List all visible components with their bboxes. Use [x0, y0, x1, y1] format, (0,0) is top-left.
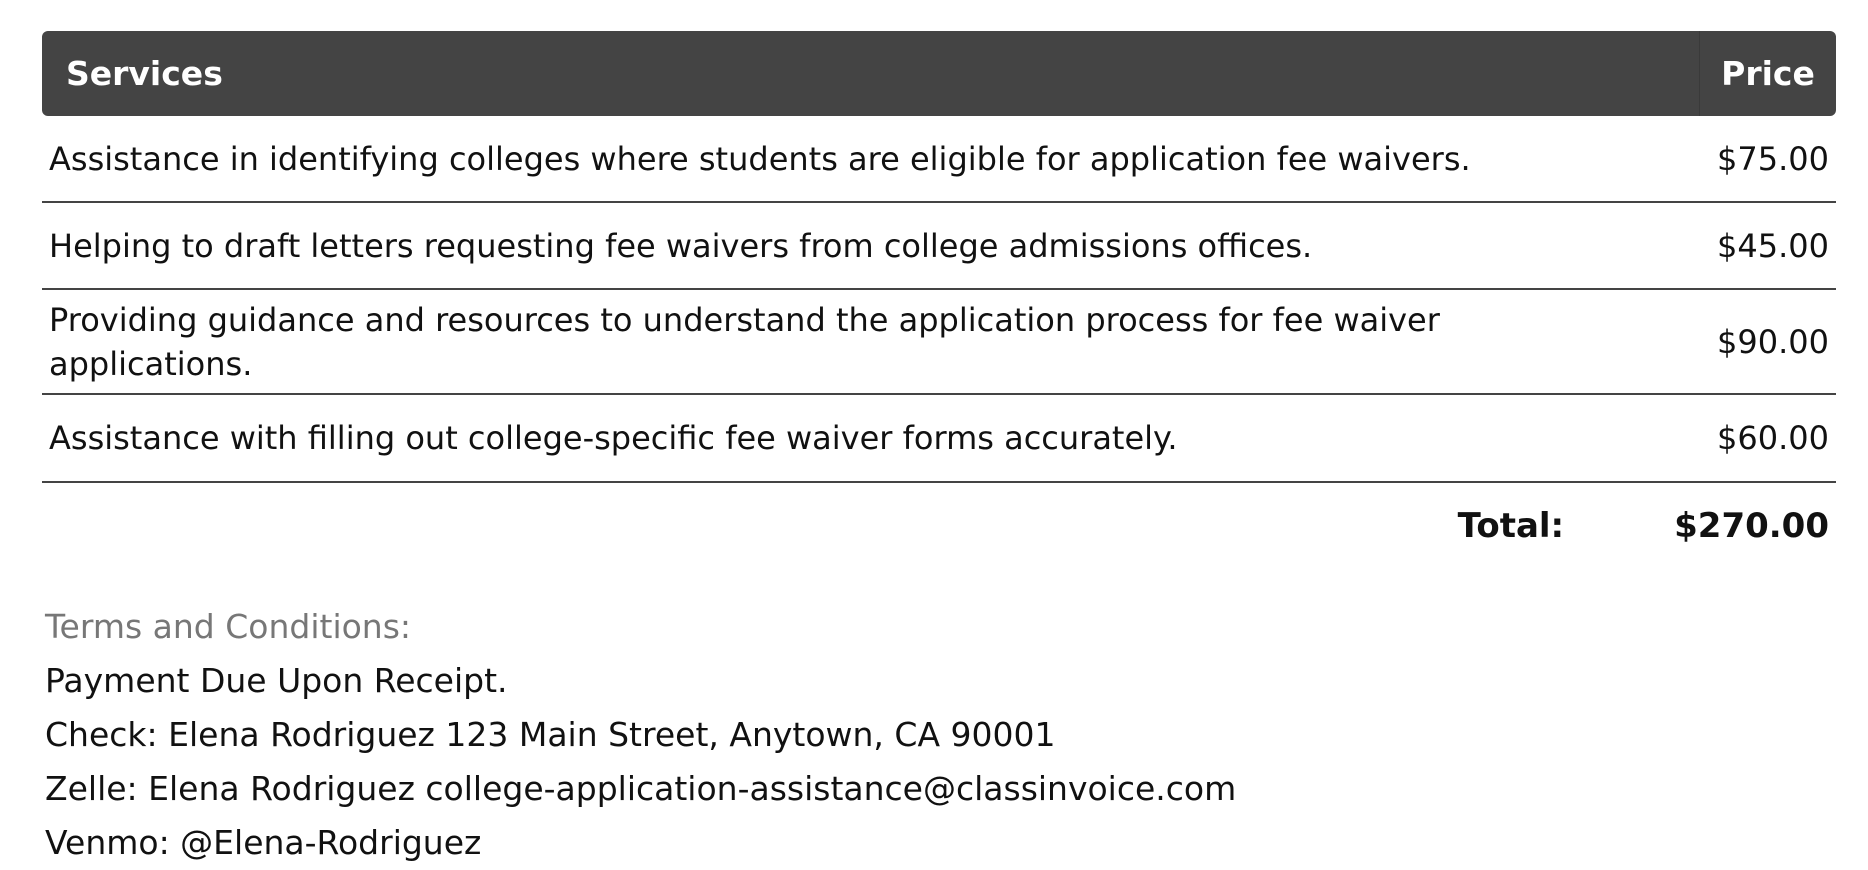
service-price: $90.00 [1717, 322, 1829, 361]
service-price: $60.00 [1717, 419, 1829, 457]
table-row [42, 116, 1836, 203]
services-column-header: Services [66, 54, 223, 93]
terms-check: Check: Elena Rodriguez 123 Main Street, Anytown, CA 90001 [45, 715, 1056, 754]
service-price: $75.00 [1717, 139, 1829, 178]
service-description: Assistance with filling out college-specific fee waiver forms accurately. [49, 419, 1178, 457]
terms-title: Terms and Conditions: [45, 607, 412, 646]
service-price: $45.00 [1717, 226, 1829, 265]
service-description: Providing guidance and resources to understand the application process for fee waiver applications. [49, 300, 1440, 383]
total-row [42, 483, 1836, 569]
total-value: $270.00 [1674, 506, 1829, 546]
table-row [42, 395, 1836, 483]
services-table [42, 31, 1836, 569]
service-description: Assistance in identifying colleges where students are eligible for application fee waivers. [49, 139, 1471, 178]
terms-venmo: Venmo: @Elena-Rodriguez [45, 823, 482, 862]
terms-payment-due: Payment Due Upon Receipt. [45, 661, 508, 700]
terms-zelle: Zelle: Elena Rodriguez college-application-assistance@classinvoice.com [45, 769, 1237, 808]
service-description: Helping to draft letters requesting fee waivers from college admissions offices. [49, 226, 1313, 265]
total-label: Total: [1457, 506, 1565, 546]
price-column-header: Price [1699, 31, 1836, 116]
table-row [42, 203, 1836, 290]
terms-section [45, 600, 1236, 870]
table-row [42, 290, 1836, 395]
table-header [42, 31, 1836, 116]
